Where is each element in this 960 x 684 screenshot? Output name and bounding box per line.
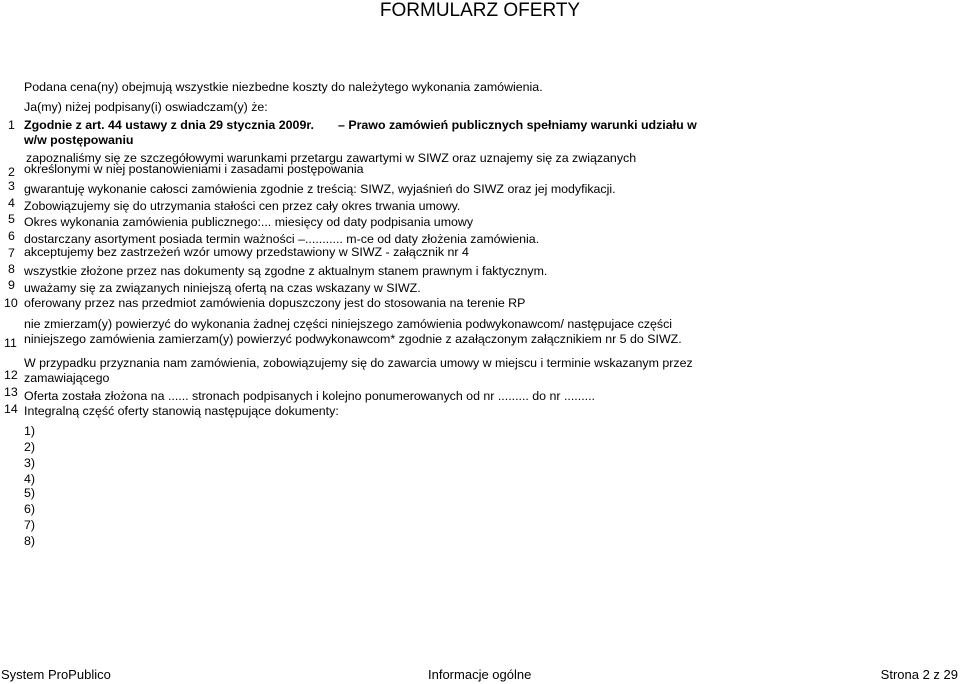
item-6-text: dostarczany asortyment posiada termin ważności –........... m-ce od daty złożenia zamówienia.: [24, 232, 540, 246]
item-12-text-a: W przypadku przyznania nam zamówienia, zobowiązujemy się do zawarcia umowy w miejscu i terminie wskazanym przez: [24, 356, 693, 370]
item-number-3: 3: [8, 179, 15, 193]
footer-section-name: Informacje ogólne: [428, 667, 532, 682]
item-8-text: wszystkie złożone przez nas dokumenty są zgodne z aktualnym stanem prawnym i faktycznym.: [24, 264, 548, 278]
document-item-5: 5): [24, 486, 36, 500]
item-3-text: gwarantuję wykonanie całosci zamówienia zgodnie z treścią: SIWZ, wyjaśnień do SIWZ oraz jej modyfikacji.: [24, 182, 616, 196]
document-item-7: 7): [24, 518, 36, 532]
footer-system-name: System ProPublico: [1, 667, 111, 682]
item-5-text: Okres wykonania zamówienia publicznego:... miesięcy od daty podpisania umowy: [24, 215, 474, 229]
item-number-10: 10: [4, 296, 18, 310]
item-number-4: 4: [8, 196, 15, 210]
item-number-12: 12: [4, 368, 18, 382]
item-10-text: oferowany przez nas przedmiot zamówienia dopuszczony jest do stosowania na terenie RP: [24, 296, 526, 310]
item-number-8: 8: [8, 262, 15, 276]
item-9-text: uważamy się za związanych niniejszą ofertą na czas wskazany w SIWZ.: [24, 281, 421, 295]
item-11-text-b: niniejszego zamówienia zamierzam(y) powierzyć podwykonawcom* zgodnie z azałączonym załącznikiem nr 5 do SIWZ.: [24, 332, 682, 346]
document-item-2: 2): [24, 440, 36, 454]
item-14-text: Integralną część oferty stanowią następujące dokumenty:: [24, 404, 339, 418]
item-number-13: 13: [4, 385, 18, 399]
item-number-9: 9: [8, 278, 15, 292]
item-1-text-b: – Prawo zamówień publicznych spełniamy warunki udziału w: [338, 118, 697, 132]
item-number-7: 7: [8, 246, 15, 260]
item-number-2: 2: [8, 165, 15, 179]
item-2-text-b: określonymi w niej postanowieniami i zasadami postępowania: [24, 162, 364, 176]
item-number-14: 14: [4, 402, 18, 416]
document-item-6: 6): [24, 502, 36, 516]
item-11-text-a: nie zmierzam(y) powierzyć do wykonania żadnej części niniejszego zamówienia podwykonawcom/ następujace części: [24, 317, 673, 331]
item-1-text-a: Zgodnie z art. 44 ustawy z dnia 29 stycznia 2009r.: [24, 118, 314, 132]
document-item-4: 4): [24, 472, 36, 486]
document-item-8: 8): [24, 534, 36, 548]
item-number-1: 1: [8, 118, 15, 132]
document-item-3: 3): [24, 456, 36, 470]
page-title: FORMULARZ OFERTY: [379, 0, 581, 21]
intro-line-2: Ja(my) niżej podpisany(i) oswiadczam(y) że:: [24, 100, 268, 114]
item-7-text: akceptujemy bez zastrzeżeń wzór umowy przedstawiony w SIWZ - załącznik nr 4: [24, 245, 469, 259]
document-item-1: 1): [24, 424, 36, 438]
item-4-text: Zobowiązujemy się do utrzymania stałości cen przez cały okres trwania umowy.: [24, 199, 461, 213]
intro-line-1: Podana cena(ny) obejmują wszystkie niezbedne koszty do należytego wykonania zamówienia.: [24, 80, 543, 94]
footer-page-number: Strona 2 z 29: [880, 667, 958, 682]
item-1-text-c: w/w postępowaniu: [24, 133, 134, 147]
item-number-5: 5: [8, 212, 15, 226]
item-number-11: 11: [4, 336, 17, 350]
item-number-6: 6: [8, 229, 15, 243]
item-2-text-a: zapoznaliśmy się ze szczegółowymi warunkami przetargu zawartymi w SIWZ oraz uznajemy się za związanych: [26, 151, 637, 165]
item-13-text: Oferta została złożona na ...... stronach podpisanych i kolejno ponumerowanych od nr ......... do nr .........: [24, 389, 595, 403]
item-12-text-b: zamawiającego: [24, 371, 110, 385]
